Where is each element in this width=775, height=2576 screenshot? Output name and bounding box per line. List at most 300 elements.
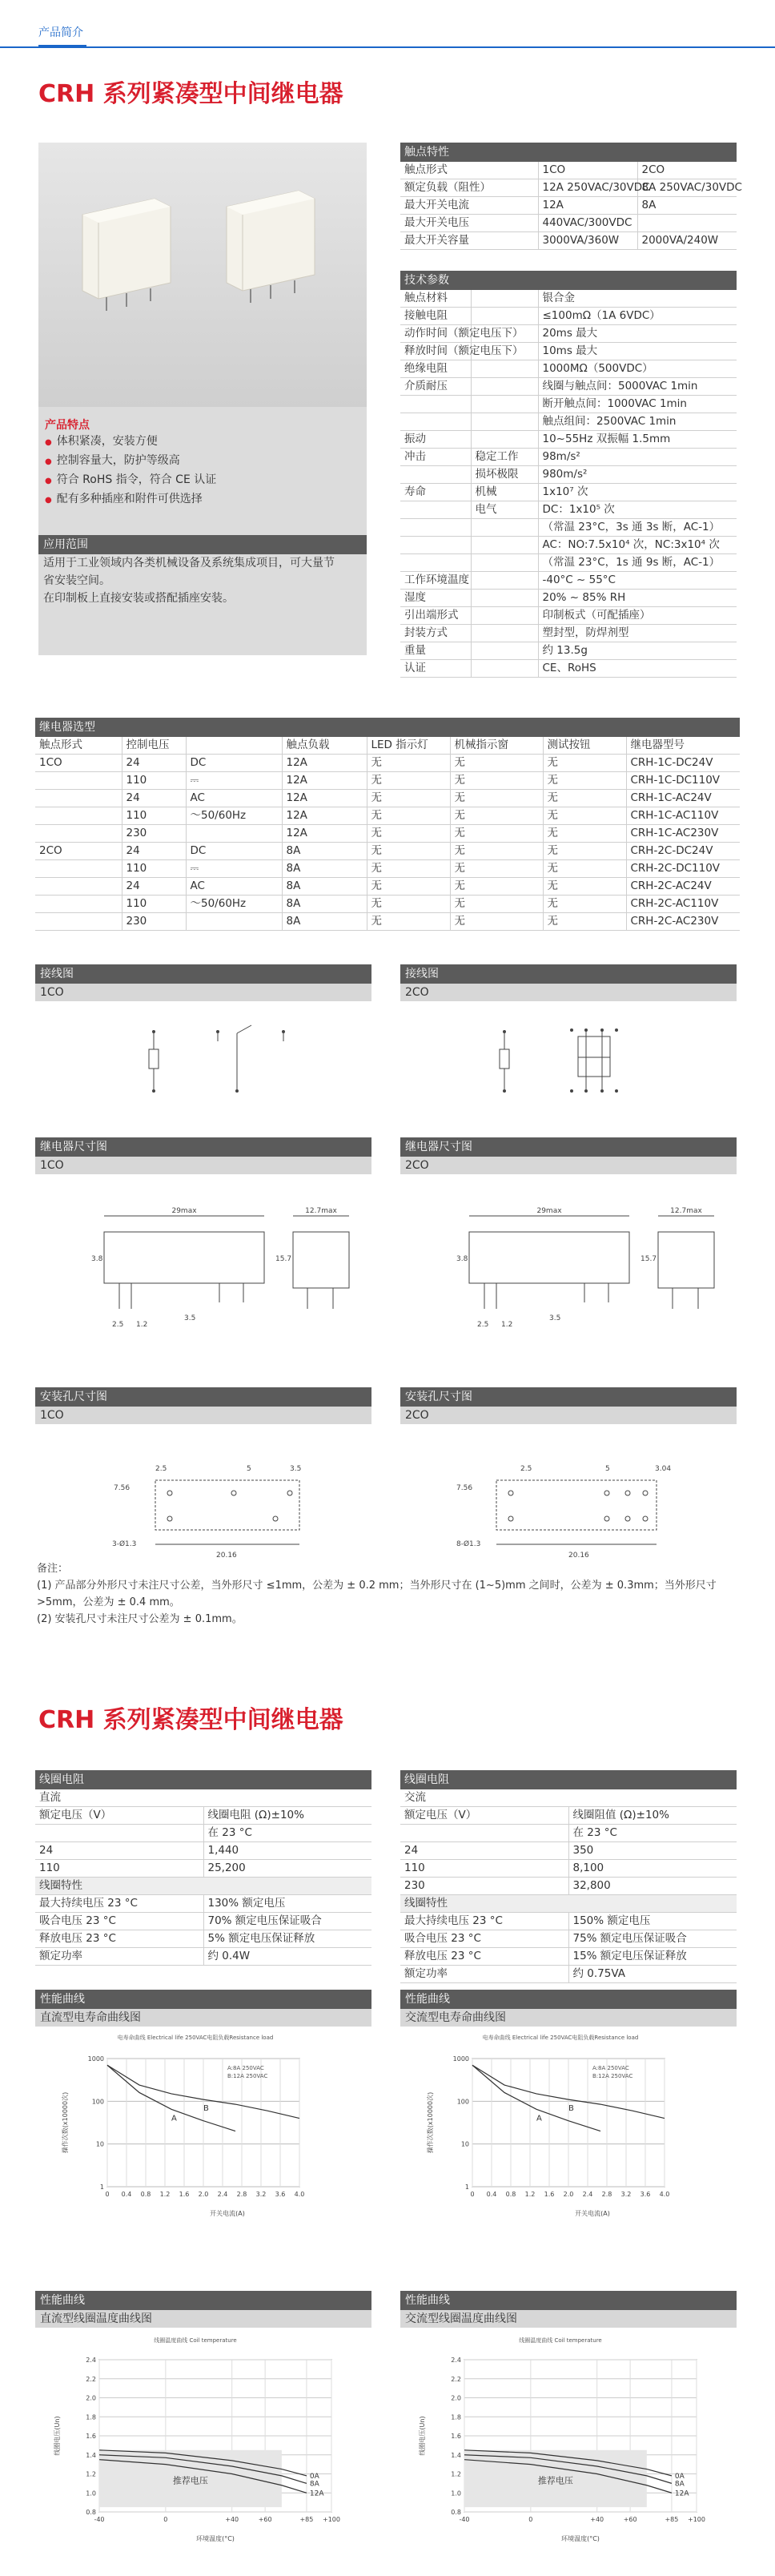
table-cell: 无 <box>450 772 543 790</box>
table-cell: 触点组间：2500VAC 1min <box>538 413 737 431</box>
table-row <box>400 162 737 179</box>
legend-item: A:8A 250VAC <box>227 2065 264 2071</box>
hole-label: 8-Ø1.3 <box>456 1540 481 1548</box>
table-cell: 980m/s² <box>538 466 737 484</box>
life-chart-dc <box>35 2027 371 2235</box>
dim-label: 3.5 <box>184 1314 196 1322</box>
y-tick-label: 1000 <box>87 2055 104 2063</box>
series-label: B <box>203 2104 209 2114</box>
relay-illustration <box>38 143 367 407</box>
table-cell: 8A <box>282 913 367 931</box>
table-cell: AC <box>186 878 282 896</box>
table-cell: 1000MΩ（500VDC） <box>538 360 737 378</box>
notes-line: (1) 产品部分外形尺寸未注尺寸公差，当外形尺寸 ≤1mm，公差为 ± 0.2 mm；当外形尺寸在 (1~5)mm 之间时，公差为 ± 0.3mm；当外形尺寸 <box>37 1580 717 1592</box>
table-row <box>400 360 737 378</box>
table-row <box>35 1895 371 1913</box>
table-cell: 12A <box>282 825 367 843</box>
table-cell: 无 <box>543 843 626 860</box>
table-row <box>400 413 737 431</box>
holes-drawing-2co <box>400 1424 737 1576</box>
y-tick-label: 0.8 <box>86 2509 96 2516</box>
x-tick-label: 0 <box>470 2191 475 2198</box>
table-cell: 110 <box>35 1860 203 1878</box>
table-cell: CRH-1C-AC110V <box>626 807 740 825</box>
coil-dc-h2: 线圈电阻 (Ω)±10% <box>203 1807 371 1825</box>
y-tick-label: 0.8 <box>451 2509 461 2516</box>
nav-label[interactable]: 产品简介 <box>38 26 83 39</box>
table-cell: 额定功率 <box>35 1948 203 1966</box>
holes-drawing-1co <box>35 1424 371 1576</box>
dim-label: 3.8 <box>91 1255 103 1263</box>
product-photo <box>38 143 367 407</box>
table-cell: 印制板式（可配插座） <box>538 607 737 625</box>
holes-subtitle: 1CO <box>35 1407 371 1424</box>
wiring-diagram-1co <box>35 1001 371 1113</box>
table-row <box>400 660 737 678</box>
table-cell: 线圈与触点间：5000VAC 1min <box>538 378 737 396</box>
table-cell: 稳定工作 <box>471 449 538 466</box>
x-tick-label: 3.2 <box>620 2191 632 2198</box>
x-tick-label: 2.4 <box>217 2191 228 2198</box>
legend-item: B:12A 250VAC <box>227 2073 268 2079</box>
hole-label: 7.56 <box>456 1484 473 1492</box>
table-cell <box>400 466 471 484</box>
table-cell: 32,800 <box>568 1878 737 1895</box>
table-cell: 吸合电压 23 °C <box>400 1930 568 1948</box>
table-cell: 无 <box>367 843 450 860</box>
table-cell <box>471 572 538 590</box>
table-row <box>400 607 737 625</box>
hole-label: 3-Ø1.3 <box>112 1540 137 1548</box>
x-tick-label: +40 <box>590 2516 604 2523</box>
coil-dc-title: 线圈电阻 <box>35 1770 371 1789</box>
series-label: 8A <box>674 2480 685 2489</box>
table-cell: 8,100 <box>568 1860 737 1878</box>
table-row <box>35 913 740 931</box>
table-cell: 440VAC/300VDC <box>538 215 637 232</box>
x-tick-label: +100 <box>323 2516 340 2523</box>
table-cell: 无 <box>450 878 543 896</box>
x-tick-label: 0 <box>528 2516 533 2523</box>
table-cell: 工作环境温度 <box>400 572 471 590</box>
feature-item: ● 体积紧凑，安装方便 <box>45 433 216 452</box>
table-row <box>400 519 737 537</box>
table-cell: 8A <box>282 896 367 913</box>
application-title: 应用范围 <box>38 535 367 554</box>
table-cell <box>400 519 471 537</box>
x-tick-label: 2.0 <box>198 2191 209 2198</box>
y-tick-label: 1 <box>99 2184 104 2191</box>
wiring-title: 接线图 <box>400 964 737 984</box>
table-cell: 无 <box>367 896 450 913</box>
dim-label: 2.5 <box>112 1321 124 1329</box>
table-row <box>400 343 737 360</box>
table-cell: CRH-2C-AC110V <box>626 896 740 913</box>
y-axis-label: 操作次数(x10000次) <box>427 2091 434 2154</box>
y-tick-label: 1.0 <box>451 2489 461 2498</box>
table-cell: 无 <box>543 896 626 913</box>
table-cell: 无 <box>367 860 450 878</box>
dim-label: 29max <box>536 1207 562 1215</box>
table-cell: 无 <box>367 878 450 896</box>
x-axis-label: 环境温度(°C) <box>196 2535 235 2542</box>
table-row <box>35 790 740 807</box>
x-tick-label: 3.6 <box>275 2191 286 2198</box>
dims-title: 继电器尺寸图 <box>35 1137 371 1157</box>
table-cell: 释放电压 23 °C <box>400 1948 568 1966</box>
contact-title: 触点特性 <box>400 143 737 162</box>
table-row <box>400 431 737 449</box>
table-cell: （常温 23°C，1s 通 9s 断，AC-1） <box>538 554 737 572</box>
series-label: 12A <box>674 2489 689 2498</box>
table-cell: 24 <box>122 790 186 807</box>
table-cell: 损坏极限 <box>471 466 538 484</box>
table-cell: 无 <box>543 772 626 790</box>
table-row <box>400 1878 737 1895</box>
table-cell: 10ms 最大 <box>538 343 737 360</box>
x-tick-label: +85 <box>299 2516 314 2523</box>
x-tick-label: 2.4 <box>582 2191 593 2198</box>
coil-dc-char-title: 线圈特性 <box>35 1878 371 1895</box>
table-cell: AC：NO:7.5x10⁴ 次，NC:3x10⁴ 次 <box>538 537 737 554</box>
series-label: 0A <box>674 2472 685 2481</box>
notes-title: 备注： <box>37 1563 69 1575</box>
chart-title: 电寿命曲线 Electrical life 250VAC电阻负载Resistance load <box>117 2035 274 2041</box>
table-cell: 24 <box>122 843 186 860</box>
table-row <box>400 1842 737 1860</box>
table-cell: 8A <box>282 878 367 896</box>
y-tick-label: 1000 <box>452 2055 469 2063</box>
wiring-right <box>400 964 737 1116</box>
table-cell: 3000VA/360W <box>538 232 637 250</box>
area-label: 推荐电压 <box>172 2475 208 2486</box>
table-cell: ⎓ <box>186 772 282 790</box>
y-tick-label: 1.2 <box>86 2470 96 2478</box>
x-tick-label: 0.4 <box>121 2191 132 2198</box>
table-cell: 8A <box>637 197 737 215</box>
table-cell <box>471 290 538 308</box>
table-cell: DC：1x10⁵ 次 <box>538 501 737 519</box>
table-cell: ～50/60Hz <box>186 896 282 913</box>
table-cell <box>471 519 538 537</box>
y-tick-label: 100 <box>456 2098 469 2106</box>
table-cell: 110 <box>122 807 186 825</box>
y-tick-label: 1.6 <box>86 2433 96 2440</box>
table-cell: 无 <box>543 790 626 807</box>
table-cell: 电气 <box>471 501 538 519</box>
table-cell: 110 <box>122 896 186 913</box>
dims-subtitle: 2CO <box>400 1157 737 1174</box>
table-cell: 动作时间（额定电压下） <box>400 325 471 343</box>
x-tick-label: 0 <box>105 2191 110 2198</box>
table-row <box>400 179 737 197</box>
curve-subtitle: 交流型线圈温度曲线图 <box>400 2310 737 2328</box>
y-tick-label: 2.2 <box>451 2375 461 2383</box>
coil-ac-h1: 额定电压（V） <box>400 1807 568 1825</box>
table-cell: DC <box>186 755 282 772</box>
series-label: 0A <box>309 2472 319 2481</box>
temp-chart-dc <box>35 2328 371 2552</box>
table-cell: CE、RoHS <box>538 660 737 678</box>
table-cell <box>186 825 282 843</box>
y-tick-label: 10 <box>95 2140 104 2148</box>
hole-label: 7.56 <box>114 1484 131 1492</box>
table-cell <box>471 660 538 678</box>
table-cell: 约 0.4W <box>203 1948 371 1966</box>
y-tick-label: 1 <box>464 2184 469 2191</box>
table-cell: ⎓ <box>186 860 282 878</box>
table-row <box>400 572 737 590</box>
table-cell <box>471 378 538 396</box>
table-cell <box>35 825 122 843</box>
table-cell: 无 <box>450 755 543 772</box>
holes-title: 安装孔尺寸图 <box>400 1387 737 1407</box>
y-axis-label: 操作次数(x10000次) <box>62 2091 69 2154</box>
table-row <box>400 590 737 607</box>
holes-title: 安装孔尺寸图 <box>35 1387 371 1407</box>
holes-left <box>35 1387 371 1579</box>
table-row <box>35 772 740 790</box>
table-cell: 12A <box>538 197 637 215</box>
table-cell <box>471 308 538 325</box>
wiring-subtitle: 2CO <box>400 984 737 1001</box>
x-tick-label: +60 <box>623 2516 637 2523</box>
table-cell: CRH-1C-DC24V <box>626 755 740 772</box>
table-cell: 无 <box>543 878 626 896</box>
area-label: 推荐电压 <box>537 2475 573 2486</box>
table-cell: 吸合电压 23 °C <box>35 1913 203 1930</box>
table-cell <box>35 790 122 807</box>
table-cell: CRH-1C-AC24V <box>626 790 740 807</box>
table-cell <box>35 772 122 790</box>
feature-item: ● 控制容量大，防护等级高 <box>45 452 216 471</box>
notes-block <box>37 1560 741 1628</box>
application-line: 在印制板上直接安装或搭配插座安装。 <box>43 592 234 605</box>
curve-subtitle: 直流型电寿命曲线图 <box>35 2009 371 2027</box>
table-cell <box>400 537 471 554</box>
table-cell: 释放时间（额定电压下） <box>400 343 471 360</box>
table-cell: 1x10⁷ 次 <box>538 484 737 501</box>
table-cell: 额定功率 <box>400 1966 568 1983</box>
table-cell <box>471 413 538 431</box>
table-row <box>400 215 737 232</box>
table-cell: 5% 额定电压保证释放 <box>203 1930 371 1948</box>
x-tick-label: 4.0 <box>294 2191 305 2198</box>
table-cell <box>471 607 538 625</box>
table-cell <box>471 625 538 642</box>
y-tick-label: 2.0 <box>451 2394 461 2402</box>
hole-label: 20.16 <box>568 1552 589 1560</box>
table-cell: 12A 250VAC/30VDC <box>538 179 637 197</box>
curves-title: 性能曲线 <box>35 1990 371 2009</box>
table-cell: 无 <box>367 772 450 790</box>
table-cell: 约 13.5g <box>538 642 737 660</box>
y-axis-label: 线圈电压(Un) <box>419 2416 426 2456</box>
table-row <box>35 1930 371 1948</box>
table-cell: 无 <box>367 913 450 931</box>
hole-label: 2.5 <box>155 1465 167 1473</box>
table-cell: 无 <box>543 755 626 772</box>
y-tick-label: 2.4 <box>451 2357 461 2364</box>
x-tick-label: 0 <box>163 2516 168 2523</box>
selection-title: 继电器选型 <box>35 718 740 737</box>
table-cell: 110 <box>122 860 186 878</box>
table-row <box>400 484 737 501</box>
dim-label: 3.8 <box>456 1255 468 1263</box>
table-cell: 断开触点间：1000VAC 1min <box>538 396 737 413</box>
x-tick-label: -40 <box>94 2516 105 2523</box>
feature-item: ● 配有多种插座和附件可供选择 <box>45 490 216 509</box>
table-cell <box>400 396 471 413</box>
dim-label: 15.7 <box>640 1255 657 1263</box>
notes-line: >5mm，公差为 ± 0.4 mm。 <box>37 1596 180 1608</box>
curves-title: 性能曲线 <box>400 2291 737 2310</box>
header-accent <box>38 45 86 48</box>
table-cell: 塑封型，防焊剂型 <box>538 625 737 642</box>
table-cell: 无 <box>543 807 626 825</box>
table-row <box>35 1860 371 1878</box>
table-cell <box>471 360 538 378</box>
coil-ac-title: 线圈电阻 <box>400 1770 737 1789</box>
life-chart-ac <box>400 2027 737 2235</box>
table-cell: 1CO <box>538 162 637 179</box>
table-cell: 冲击 <box>400 449 471 466</box>
x-tick-label: 1.2 <box>524 2191 536 2198</box>
table-cell: 最大持续电压 23 °C <box>35 1895 203 1913</box>
selection-header: 触点形式 <box>35 737 122 755</box>
table-cell: 8A <box>282 843 367 860</box>
table-cell: 24 <box>122 878 186 896</box>
y-tick-label: 1.8 <box>86 2413 96 2421</box>
table-cell: 1,440 <box>203 1842 371 1860</box>
header-divider <box>0 46 775 48</box>
coil-dc-h1: 额定电压（V） <box>35 1807 203 1825</box>
table-cell: 重量 <box>400 642 471 660</box>
table-row <box>400 232 737 250</box>
table-cell <box>35 860 122 878</box>
coil-ac-h3: 在 23 °C <box>568 1825 737 1842</box>
table-cell: ≤100mΩ（1A 6VDC） <box>538 308 737 325</box>
temp-chart-ac <box>400 2328 737 2552</box>
table-cell: 最大开关电压 <box>400 215 538 232</box>
curve-subtitle: 交流型电寿命曲线图 <box>400 2009 737 2027</box>
dims-drawing-1co <box>35 1174 371 1334</box>
series-label: A <box>536 2114 542 2123</box>
table-cell: 释放电压 23 °C <box>35 1930 203 1948</box>
table-cell: 2000VA/240W <box>637 232 737 250</box>
table-cell: （常温 23°C，3s 通 3s 断，AC-1） <box>538 519 737 537</box>
table-cell: 70% 额定电压保证吸合 <box>203 1913 371 1930</box>
table-cell: ～50/60Hz <box>186 807 282 825</box>
table-cell <box>471 590 538 607</box>
x-tick-label: 1.2 <box>159 2191 171 2198</box>
table-cell: DC <box>186 843 282 860</box>
selection-header: 继电器型号 <box>626 737 740 755</box>
table-cell: 触点形式 <box>400 162 538 179</box>
wiring-left <box>35 964 371 1116</box>
x-tick-label: 2.8 <box>236 2191 247 2198</box>
hole-label: 20.16 <box>216 1552 237 1560</box>
selection-header: 测试按钮 <box>543 737 626 755</box>
table-cell <box>186 913 282 931</box>
table-row <box>400 1913 737 1930</box>
table-row <box>400 537 737 554</box>
table-cell: CRH-2C-AC230V <box>626 913 740 931</box>
table-cell <box>400 554 471 572</box>
table-cell: 无 <box>367 755 450 772</box>
table-cell: 无 <box>543 825 626 843</box>
table-cell: 350 <box>568 1842 737 1860</box>
table-cell <box>471 537 538 554</box>
x-axis-label: 开关电流(A) <box>575 2210 610 2217</box>
table-cell: CRH-2C-DC24V <box>626 843 740 860</box>
table-row <box>400 642 737 660</box>
table-cell: CRH-2C-AC24V <box>626 878 740 896</box>
table-cell: 12A <box>282 755 367 772</box>
coil-dc-table <box>35 1770 371 1966</box>
table-cell: 20ms 最大 <box>538 325 737 343</box>
wiring-subtitle: 1CO <box>35 984 371 1001</box>
application-block <box>38 535 367 607</box>
table-cell: 12A <box>282 807 367 825</box>
table-row <box>400 197 737 215</box>
table-row <box>400 449 737 466</box>
table-cell: 引出端形式 <box>400 607 471 625</box>
coil-dc-sub: 直流 <box>35 1789 371 1807</box>
coil-ac-sub: 交流 <box>400 1789 737 1807</box>
table-cell: 2CO <box>637 162 737 179</box>
table-cell: 触点材料 <box>400 290 471 308</box>
series-label: 12A <box>309 2489 324 2498</box>
hole-label: 2.5 <box>520 1465 532 1473</box>
dim-label: 12.7max <box>305 1207 337 1215</box>
curve-ac-life <box>400 1990 737 2237</box>
table-cell: 无 <box>367 790 450 807</box>
dim-label: 12.7max <box>670 1207 702 1215</box>
table-cell: 2CO <box>35 843 122 860</box>
y-tick-label: 1.0 <box>86 2489 96 2498</box>
dims-drawing-2co <box>400 1174 737 1334</box>
table-cell: CRH-1C-DC110V <box>626 772 740 790</box>
table-cell: 无 <box>450 896 543 913</box>
y-tick-label: 2.4 <box>86 2357 96 2364</box>
x-tick-label: 2.8 <box>601 2191 612 2198</box>
dims-right <box>400 1137 737 1337</box>
chart-title: 线圈温度曲线 Coil temperature <box>519 2337 602 2344</box>
feature-item: ● 符合 RoHS 指令，符合 CE 认证 <box>45 471 216 490</box>
table-cell: 20% ~ 85% RH <box>538 590 737 607</box>
table-row <box>35 825 740 843</box>
table-row <box>400 396 737 413</box>
table-row <box>400 1966 737 1983</box>
table-row <box>400 625 737 642</box>
table-cell: 24 <box>35 1842 203 1860</box>
table-row <box>35 1948 371 1966</box>
x-axis-label: 环境温度(°C) <box>561 2535 600 2542</box>
table-cell: 寿命 <box>400 484 471 501</box>
page-title-2: CRH 系列紧凑型中间继电器 <box>38 1706 343 1734</box>
table-cell: 介质耐压 <box>400 378 471 396</box>
y-tick-label: 1.8 <box>451 2413 461 2421</box>
table-cell: 封装方式 <box>400 625 471 642</box>
selection-table <box>35 718 740 931</box>
table-cell: CRH-1C-AC230V <box>626 825 740 843</box>
x-tick-label: -40 <box>459 2516 470 2523</box>
legend-item: A:8A 250VAC <box>592 2065 629 2071</box>
dims-subtitle: 1CO <box>35 1157 371 1174</box>
hole-label: 3.5 <box>290 1465 302 1473</box>
table-cell: 10~55Hz 双振幅 1.5mm <box>538 431 737 449</box>
